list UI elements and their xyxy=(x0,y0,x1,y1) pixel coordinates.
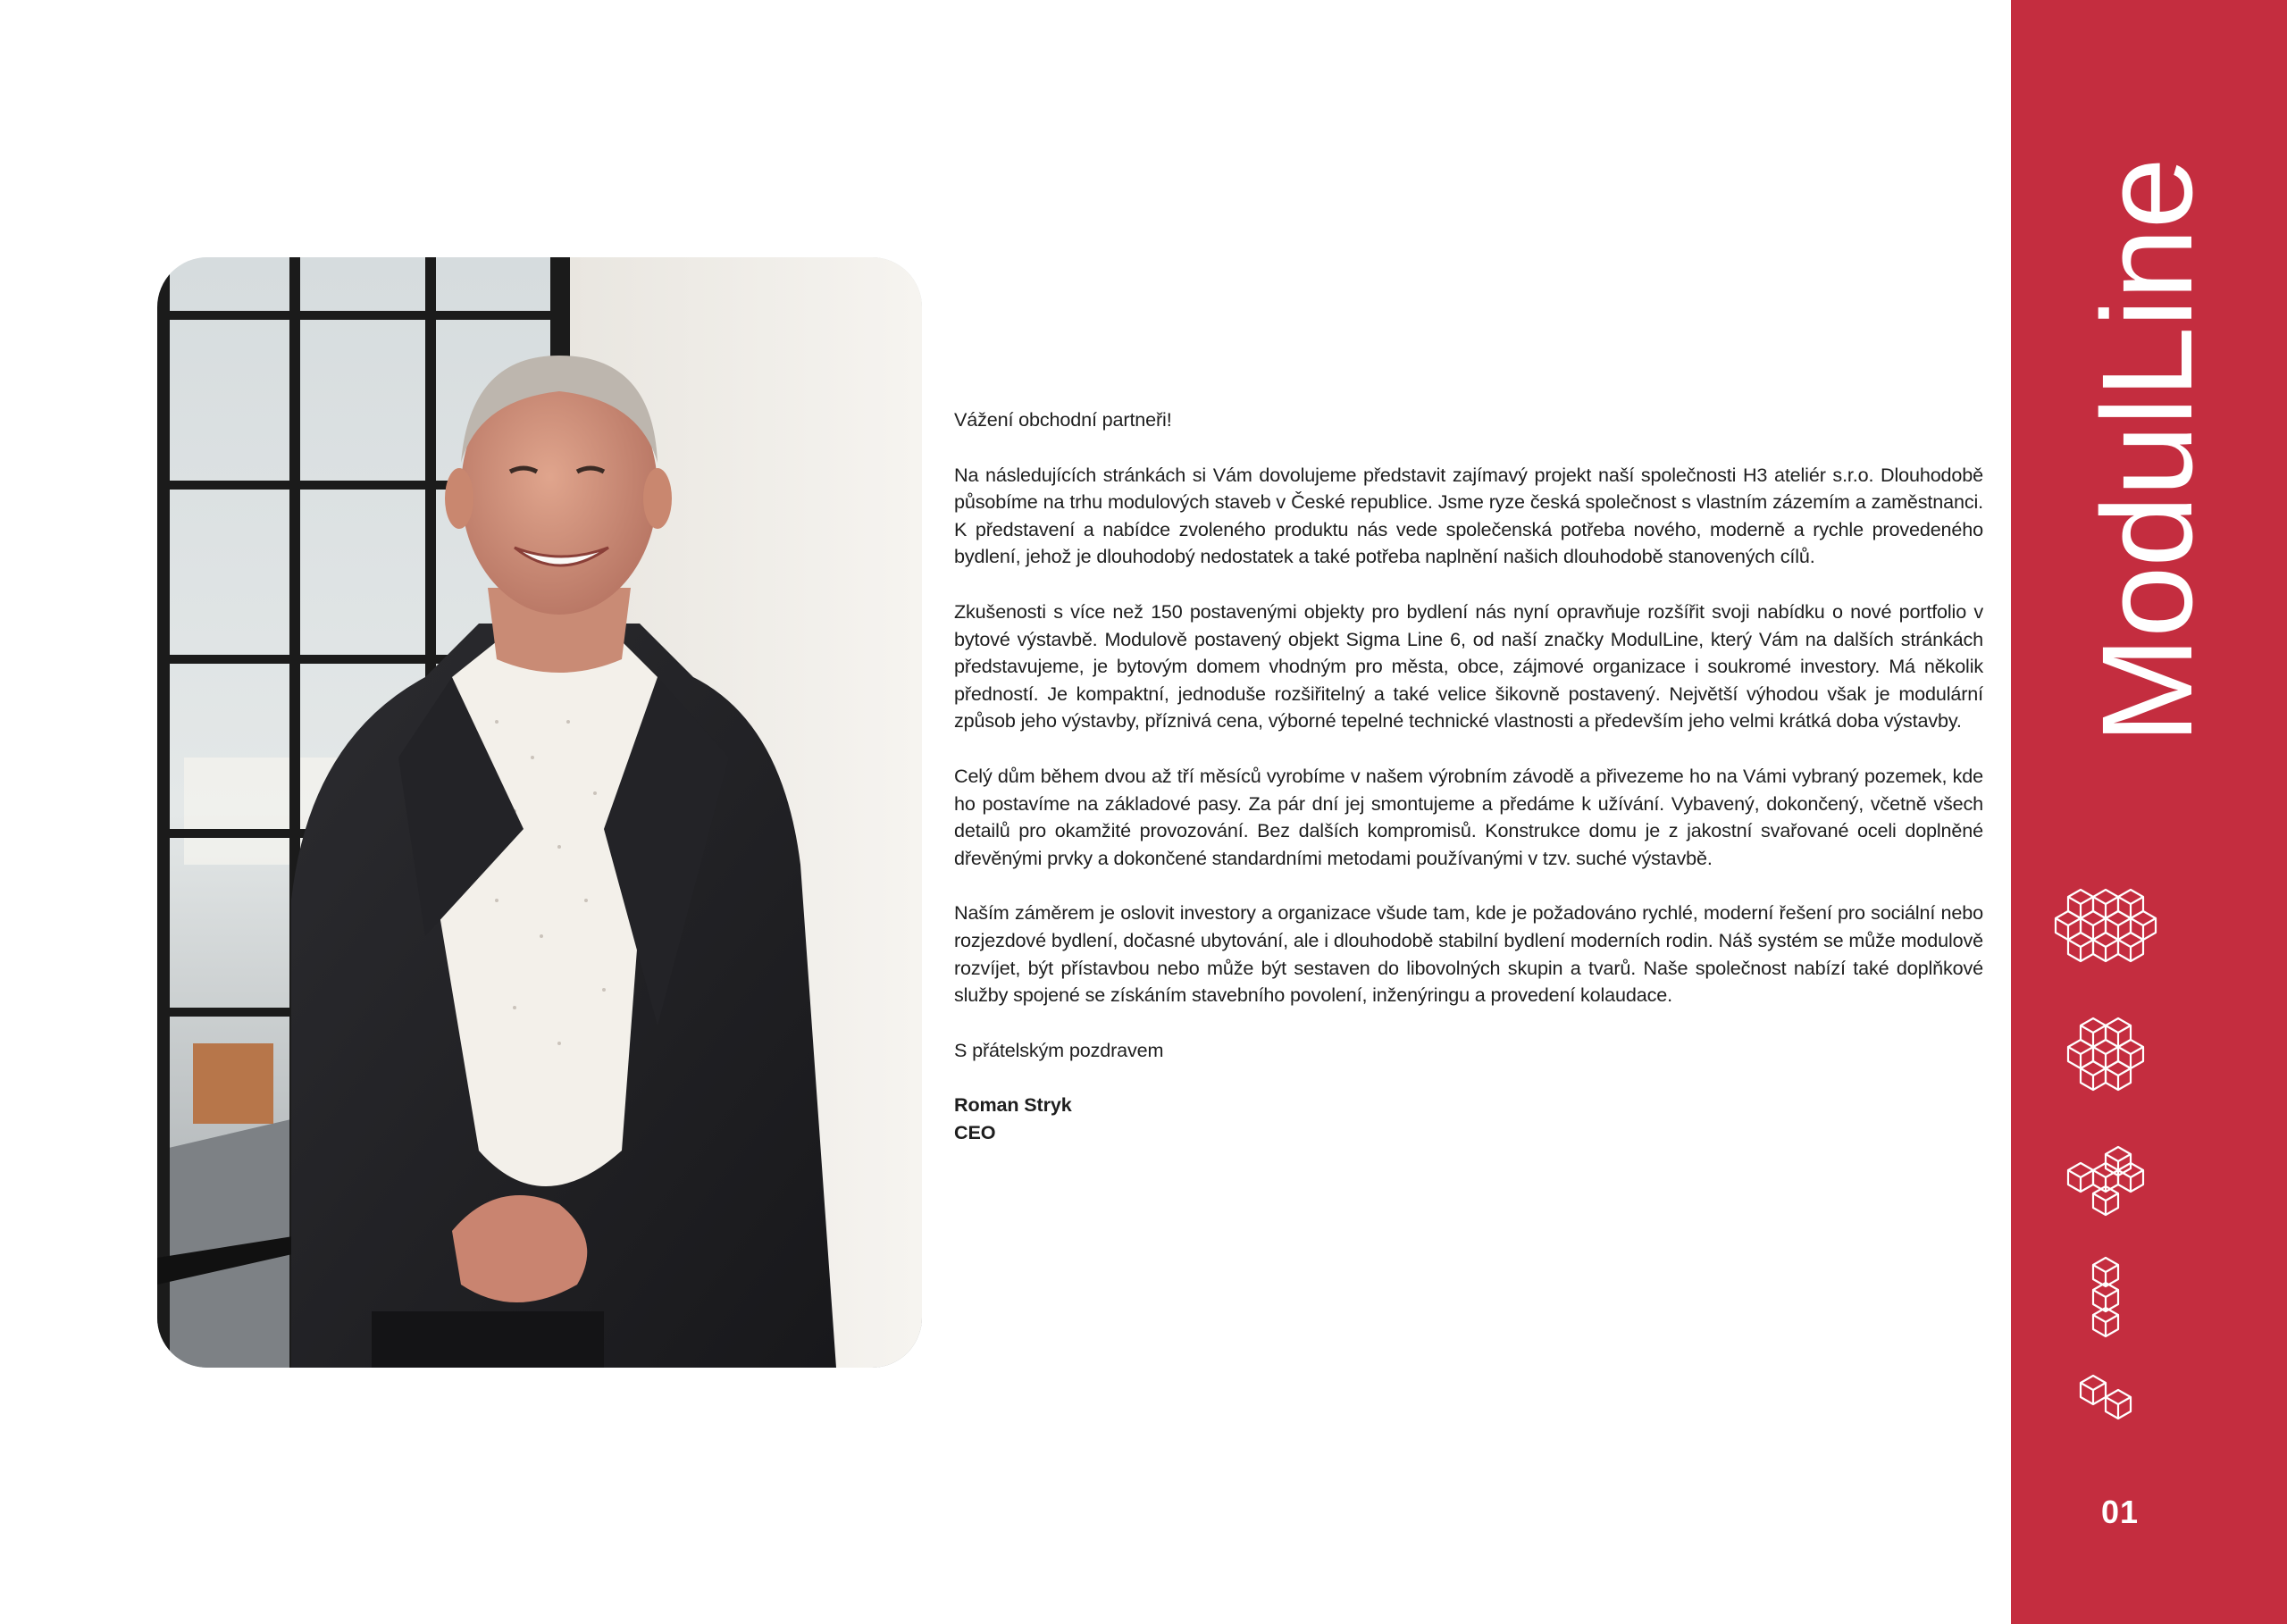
page-number: 01 xyxy=(2101,1494,2140,1530)
sidebar xyxy=(2011,0,2287,1624)
signature xyxy=(954,1092,1983,1146)
portrait-illustration xyxy=(157,257,922,1368)
paragraph-3: Celý dům během dvou až tří měsíců vyrobíme v našem výrobním závodě a přivezeme ho na Vámi vybraný pozemek, kde ho postavíme na základové pasy. Za pár dní jej smontujeme a předáme k užívání. Vybavený, dokončený, včetně všech detailů pro okamžité provozování. Bez dalších kompromisů. Konstrukce domu je z jakostní svařované oceli doplněné dřevěnými prvky a dokončené standardními metodami používanými v tzv. suché výstavbě. xyxy=(954,764,1983,869)
paragraph-2: Zkušenosti s více než 150 postavenými objekty pro bydlení nás nyní opravňuje rozšířit svoji nabídku o nové portfolio v bytové výstavbě. Modulově postavený objekt Sigma Line 6, od naší značky ModulLine, který Vám na dalších stránkách představujeme, je bytovým domem vhodným pro města, obce, zájmové organizace i soukromé investory. Má několik předností. Je kompaktní, jednoduše rozšiřitelný a také velice šikovně postavený. Největší výhodou však je modulární způsob jeho výstavby, příznivá cena, výborné tepelné technické vlastnosti a především jeho velmi krátká doba výstavby. xyxy=(954,599,1983,732)
paragraph-1: Na následujících stránkách si Vám dovolujeme představit zajímavý projekt naší společnosti H3 ateliér s.r.o. Dlouhodobě působíme na trhu modulových staveb v České republice. Jsme ryze česká společnost s vlastním zázemím a zaměstnanci. K představení a nabídce zvoleného produktu nás vede společenská potřeba nového, moderně a rychle provedeného bydlení, jehož je dlouhodobý nedostatek a také potřeba naplnění našich dlouhodobě stanovených cílů. xyxy=(954,463,1983,568)
logo-text-line: Line xyxy=(2075,158,2219,398)
signer-title: CEO xyxy=(954,1120,996,1143)
logo-text-modul: Modul xyxy=(2075,398,2219,744)
letter xyxy=(954,406,1983,1146)
brand-logo xyxy=(2075,158,2219,744)
signer-name: Roman Stryk xyxy=(954,1093,1072,1117)
salutation: Vážení obchodní partneři! xyxy=(954,408,1172,431)
paragraph-4: Naším záměrem je oslovit investory a organizace všude tam, kde je požadováno rychlé, moderní řešení pro sociální nebo rozjezdové bydlení, dočasné ubytování, ale i dlouhodobě stabilní bydlení moderních rodin. Náš systém se může modulově rozvíjet, být přístavbou nebo může být sestaven do libovolných skupin a tvarů. Naše společnost nabízí také doplňkové služby spojené se získáním stavebního povolení, inženýringu a provedení kolaudace. xyxy=(954,901,1983,1007)
closing: S přátelským pozdravem xyxy=(954,1038,1164,1061)
portrait-photo xyxy=(157,257,922,1368)
